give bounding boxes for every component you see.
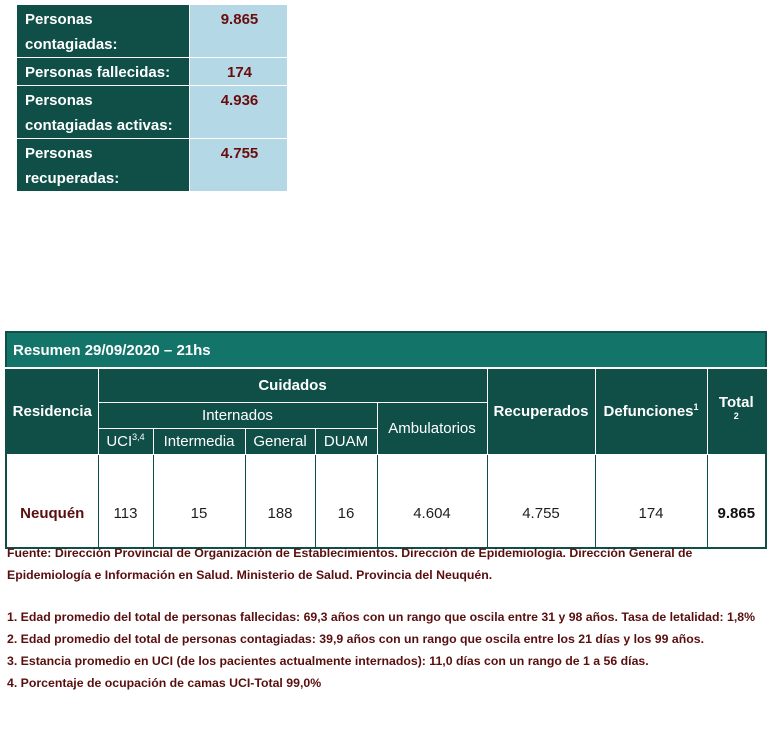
header-intermedia: Intermedia: [153, 428, 245, 454]
header-internados: Internados: [98, 402, 377, 428]
cell-defunciones: 174: [595, 454, 707, 548]
footnote-2: 2. Edad promedio del total de personas contagiadas: 39,9 años con un rango que oscila entre los 21 días y los 99 años.: [7, 632, 705, 646]
header-cuidados: Cuidados: [98, 368, 487, 402]
header-uci-label: UCI: [106, 433, 133, 450]
footnote-1: 1. Edad promedio del total de personas fallecidas: 69,3 años con un rango que oscila entre 31 y 98 años. Tasa de letalidad: 1,8%: [7, 610, 756, 624]
source-note: Fuente: Dirección Provincial de Organización de Establecimientos. Dirección de Epidemiología. Dirección General de Epidemiología e Información en Salud. Ministerio de Salud. Provincia del Neuquén.: [7, 546, 693, 582]
resumen-title: Resumen 29/09/2020 – 21hs: [6, 332, 766, 368]
header-residencia: Residencia: [6, 368, 98, 454]
cell-general: 188: [245, 454, 315, 548]
header-total-sup: 2: [733, 410, 739, 421]
header-general: General: [245, 428, 315, 454]
footnote-3: 3. Estancia promedio en UCI (de los pacientes actualmente internados): 11,0 días con un rango de 1 a 56 días.: [7, 654, 649, 668]
resumen-table: [5, 331, 767, 549]
cell-intermedia: 15: [153, 454, 245, 548]
summary-table: [16, 4, 288, 192]
header-ambulatorios: Ambulatorios: [377, 402, 487, 454]
header-duam: DUAM: [315, 428, 377, 454]
footnote-4: 4. Porcentaje de ocupación de camas UCI-Total 99,0%: [7, 676, 322, 690]
summary-label: Personas recuperadas:: [17, 139, 190, 192]
summary-value: 4.936: [190, 86, 288, 139]
cell-duam: 16: [315, 454, 377, 548]
summary-value: 9.865: [190, 5, 288, 58]
header-defunciones-sup: 1: [693, 402, 699, 413]
header-defunciones-label: Defunciones: [603, 403, 694, 421]
header-recuperados: Recuperados: [487, 368, 595, 454]
cell-ambulatorios: 4.604: [377, 454, 487, 548]
summary-row-recuperadas: [17, 139, 288, 192]
header-uci-sup: 3,4: [132, 432, 145, 442]
summary-value: 4.755: [190, 139, 288, 192]
summary-row-fallecidas: [17, 58, 288, 86]
header-total-label: Total: [718, 393, 754, 411]
header-defunciones: [595, 368, 707, 454]
summary-label: Personas fallecidas:: [17, 58, 190, 86]
cell-recuperados: 4.755: [487, 454, 595, 548]
header-total: [707, 368, 766, 454]
cell-uci: 113: [98, 454, 153, 548]
summary-row-activas: [17, 86, 288, 139]
notes-section: [7, 542, 769, 694]
cell-total: 9.865: [707, 454, 766, 548]
header-uci: [98, 428, 153, 454]
summary-row-contagiadas: [17, 5, 288, 58]
table-row: [6, 454, 766, 548]
summary-value: 174: [190, 58, 288, 86]
summary-label: Personas contagiadas activas:: [17, 86, 190, 139]
summary-label: Personas contagiadas:: [17, 5, 190, 58]
cell-residencia: Neuquén: [6, 454, 98, 548]
